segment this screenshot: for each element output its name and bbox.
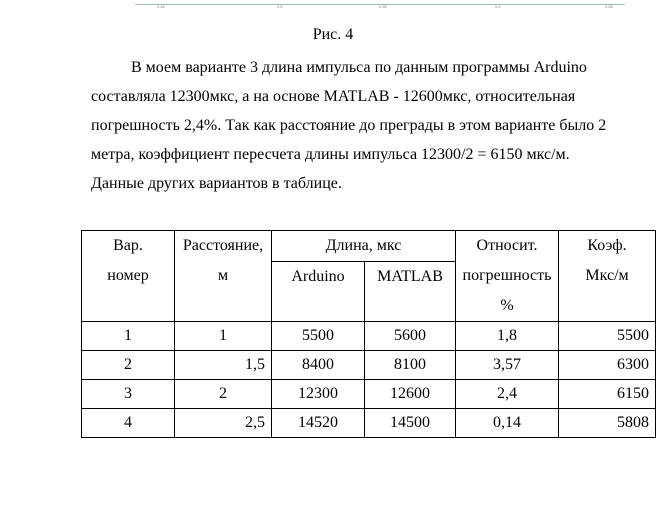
header-text: м: [217, 267, 229, 284]
header-text: Коэф.: [587, 237, 627, 254]
header-text: номер: [107, 267, 149, 284]
cell-error: 0,14: [456, 409, 559, 438]
table-row: [82, 322, 656, 351]
body-paragraph: [91, 53, 631, 198]
cell-coef: 5500: [559, 322, 656, 351]
header-error: [456, 231, 559, 322]
cell-coef: 5808: [559, 409, 656, 438]
header-text: Относит.: [476, 237, 538, 254]
header-arduino: [272, 262, 365, 322]
cell-matlab: 8100: [365, 351, 456, 380]
cell-error: 3,57: [456, 351, 559, 380]
header-text: погрешность: [462, 267, 552, 284]
figure-tick: 2.6: [495, 4, 501, 9]
cell-variant: 1: [82, 322, 175, 351]
cell-error: 1,8: [456, 322, 559, 351]
paragraph-line: погрешность 2,4%. Так как расстояние до преграды в этом варианте было 2: [91, 117, 607, 134]
figure-tick: 2.5: [277, 4, 283, 9]
cell-matlab: 5600: [365, 322, 456, 351]
paragraph-line: В моем варианте 3 длина импульса по данным программы Arduino: [131, 59, 587, 76]
cell-distance: 1,5: [175, 351, 272, 380]
figure-tick: 2.65: [605, 4, 613, 9]
table-row: [82, 380, 656, 409]
cell-coef: 6300: [559, 351, 656, 380]
cell-matlab: 12600: [365, 380, 456, 409]
cell-coef: 6150: [559, 380, 656, 409]
cell-distance: 2,5: [175, 409, 272, 438]
header-length: [272, 231, 456, 262]
cell-arduino: 12300: [272, 380, 365, 409]
cell-variant: 3: [82, 380, 175, 409]
cell-distance: 1: [175, 322, 272, 351]
table-row: [82, 351, 656, 380]
header-text: Arduino: [291, 268, 345, 285]
header-text: Вар.: [113, 237, 143, 254]
cell-arduino: 8400: [272, 351, 365, 380]
variants-table: [81, 230, 656, 438]
cell-variant: 2: [82, 351, 175, 380]
table-row: [82, 409, 656, 438]
header-variant: [82, 231, 175, 322]
paragraph-line: метра, коэффициент пересчета длины импульса 12300/2 = 6150 мкс/м.: [91, 146, 570, 163]
cell-variant: 4: [82, 409, 175, 438]
header-text: Расстояние,: [182, 237, 264, 254]
figure-caption: Рис. 4: [312, 26, 354, 43]
header-text: Мкс/м: [585, 267, 629, 284]
table-header-row: [82, 231, 656, 262]
header-matlab: [365, 262, 456, 322]
figure-strip: [135, 0, 625, 12]
header-distance: [175, 231, 272, 322]
figure-tick: 2.55: [379, 4, 387, 9]
cell-matlab: 14500: [365, 409, 456, 438]
header-text: MATLAB: [377, 268, 443, 285]
cell-distance: 2: [175, 380, 272, 409]
paragraph-line: Данные других вариантов в таблице.: [91, 175, 342, 192]
header-coef: [559, 231, 656, 322]
paragraph-line: составляла 12300мкс, а на основе MATLAB - 12600мкс, относительная: [91, 88, 576, 105]
cell-error: 2,4: [456, 380, 559, 409]
header-text: Длина, мкс: [325, 237, 402, 254]
header-text: %: [500, 297, 514, 314]
figure-tick: 2.45: [157, 4, 165, 9]
cell-arduino: 5500: [272, 322, 365, 351]
cell-arduino: 14520: [272, 409, 365, 438]
